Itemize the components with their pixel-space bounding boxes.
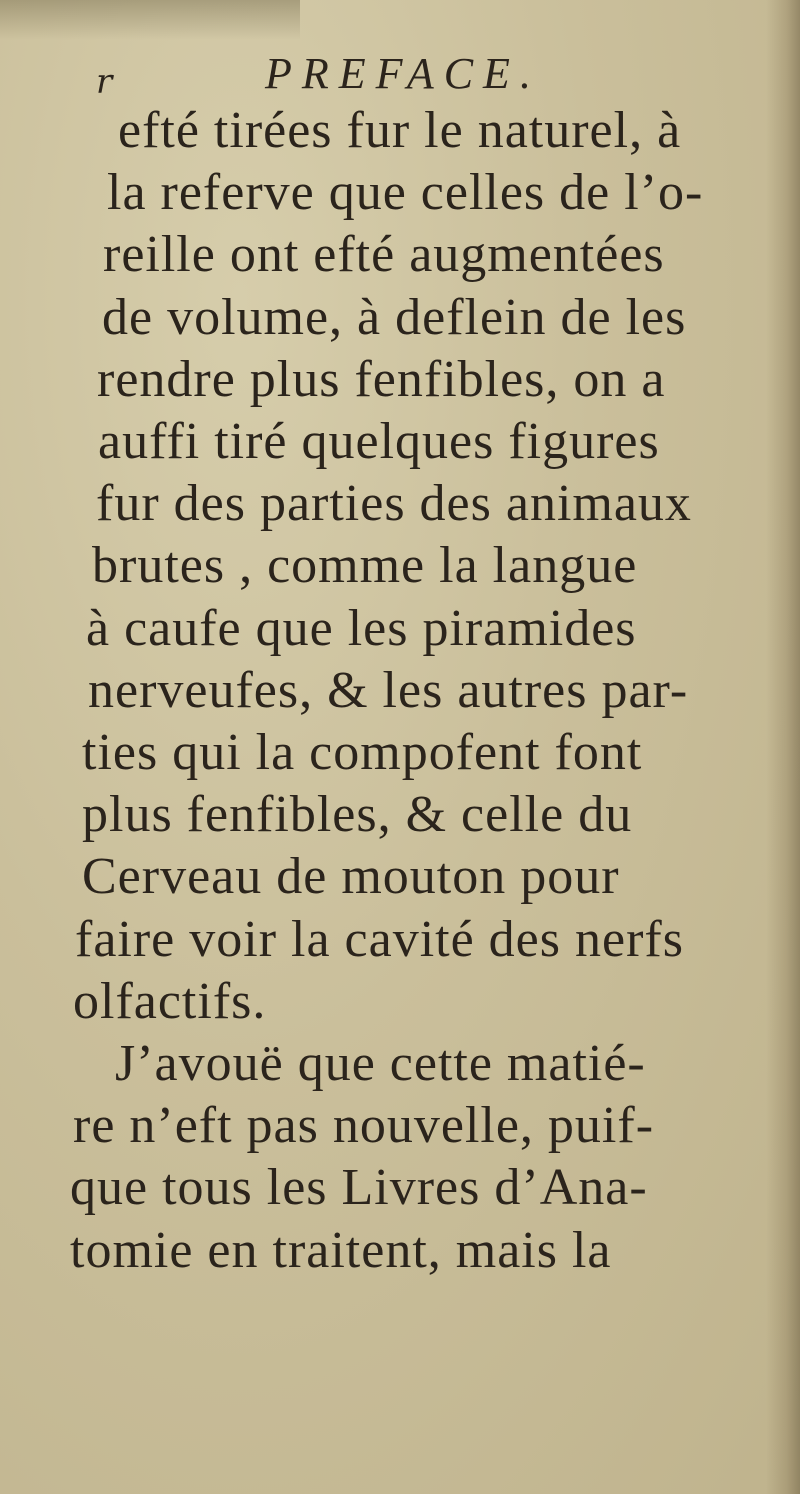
text-line: fur des parties des animaux (96, 475, 692, 533)
text-line: brutes , comme la langue (92, 537, 638, 595)
text-line: faire voir la cavité des nerfs (75, 910, 684, 968)
text-line: de volume, à deflein de les (102, 288, 687, 346)
text-line: re n’eft pas nouvelle, puif- (73, 1097, 655, 1155)
text-line: J’avouë que cette matié- (115, 1035, 646, 1093)
text-line: tomie en traitent, mais la (70, 1221, 612, 1279)
text-line: efté tirées fur le naturel, à (118, 102, 682, 159)
page-stain (0, 0, 300, 40)
text-line: auffi tiré quelques figures (98, 413, 660, 471)
text-line: la referve que celles de l’o- (107, 164, 704, 222)
text-line: plus fenfibles, & celle du (82, 786, 633, 844)
corner-mark: r (96, 62, 113, 102)
text-line: à caufe que les piramides (86, 599, 637, 657)
text-line: nerveufes, & les autres par- (88, 661, 689, 719)
page-edge-shadow (766, 0, 800, 1494)
body-text (70, 100, 770, 1282)
text-line: que tous les Livres d’Ana- (70, 1159, 648, 1217)
text-line: ties qui la compofent font (82, 724, 643, 782)
running-head: PREFACE. (265, 49, 541, 98)
text-line: olfactifs. (73, 972, 267, 1030)
text-line: reille ont efté augmentées (103, 226, 665, 284)
text-line: Cerveau de mouton pour (82, 848, 620, 906)
text-line: rendre plus fenfibles, on a (97, 350, 666, 408)
